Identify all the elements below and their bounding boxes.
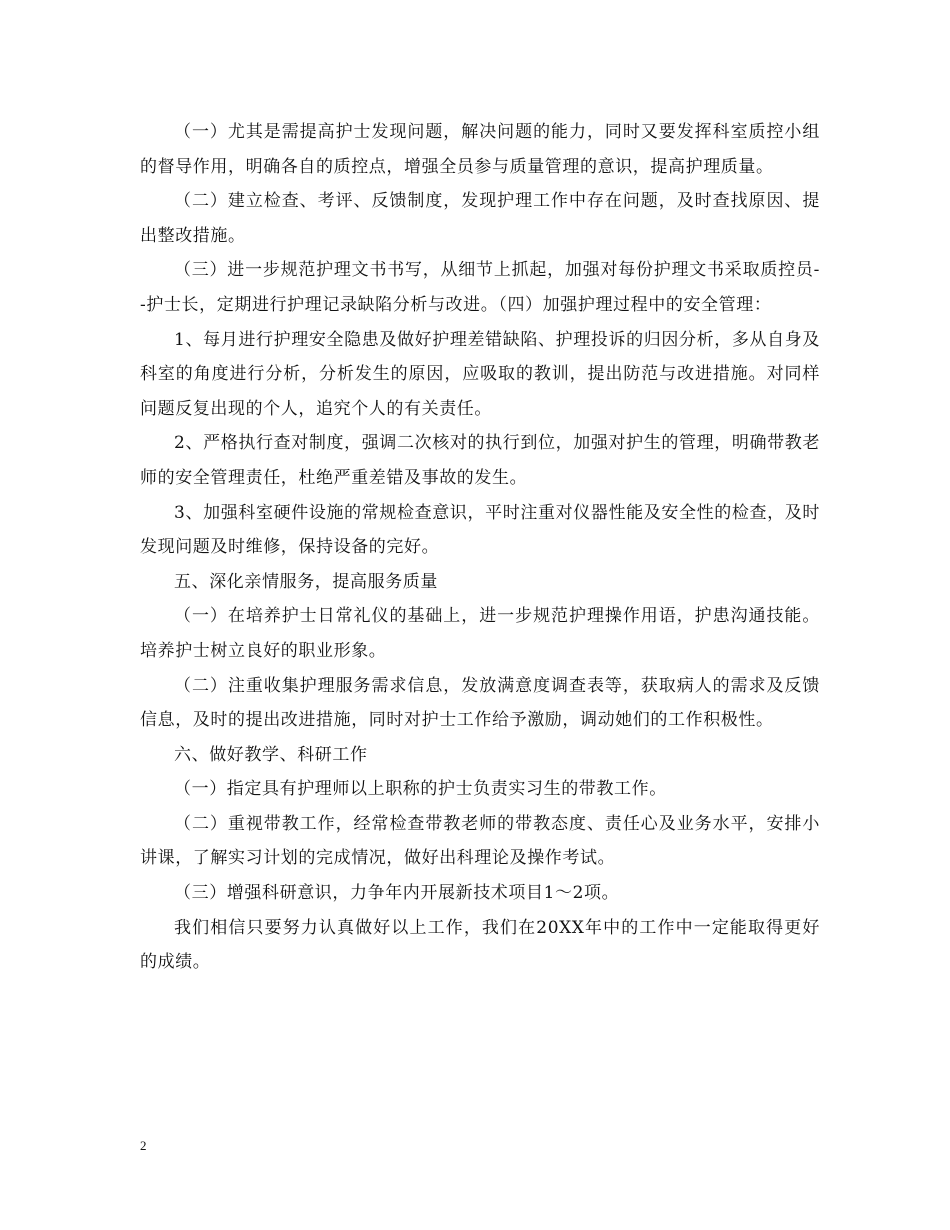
paragraph-nursing-documents: （三）进一步规范护理文书书写，从细节上抓起，加强对每份护理文书采取质控员--护士长，定期进行护理记录缺陷分析与改进。（四）加强护理过程中的安全管理： (140, 260, 820, 315)
document-body (140, 115, 820, 980)
paragraph-service-feedback: （二）注重收集护理服务需求信息，发放满意度调查表等，获取病人的需求及反馈信息，及时的提出改进措施，同时对护士工作给予激励，调动她们的工作积极性。 (140, 675, 820, 731)
paragraph-inspection-system: （二）建立检查、考评、反馈制度，发现护理工作中存在问题，及时查找原因、提出整改措施。 (140, 191, 820, 246)
paragraph-etiquette-training: （一）在培养护士日常礼仪的基础上，进一步规范护理操作用语，护患沟通技能。培养护士树立良好的职业形象。 (140, 606, 820, 661)
paragraph-teaching-assignment: （一）指定具有护理师以上职称的护士负责实习生的带教工作。 (174, 779, 667, 800)
paragraph-conclusion: 我们相信只要努力认真做好以上工作，我们在20XX年中的工作中一定能取得更好的成绩。 (140, 917, 820, 973)
paragraph-teaching-review: （二）重视带教工作，经常检查带教老师的带教态度、责任心及业务水平，安排小讲课，了解实习计划的完成情况，做好出科理论及操作考试。 (140, 813, 820, 869)
page-number: 2 (140, 1138, 147, 1153)
paragraph-quality-control: （一）尤其是需提高护士发现问题，解决问题的能力，同时又要发挥科室质控小组的督导作用，明确各自的质控点，增强全员参与质量管理的意识，提高护理质量。 (140, 122, 820, 177)
paragraph-equipment-inspection: 3、加强科室硬件设施的常规检查意识，平时注重对仪器性能及安全性的检查，及时发现问题及时维修，保持设备的完好。 (140, 502, 820, 558)
paragraph-safety-analysis: 1、每月进行护理安全隐患及做好护理差错缺陷、护理投诉的归因分析，多从自身及科室的角度进行分析，分析发生的原因，应吸取的教训，提出防范与改进措施。对同样问题反复出现的个人，追究个人的有关责任。 (140, 329, 820, 419)
paragraph-research: （三）增强科研意识，力争年内开展新技术项目1～2项。 (174, 883, 620, 904)
paragraph-verification-system: 2、严格执行查对制度，强调二次核对的执行到位，加强对护生的管理，明确带教老师的安全管理责任，杜绝严重差错及事故的发生。 (140, 433, 820, 488)
section-heading-service: 五、深化亲情服务，提高服务质量 (174, 571, 438, 592)
section-heading-teaching: 六、做好教学、科研工作 (174, 744, 368, 765)
